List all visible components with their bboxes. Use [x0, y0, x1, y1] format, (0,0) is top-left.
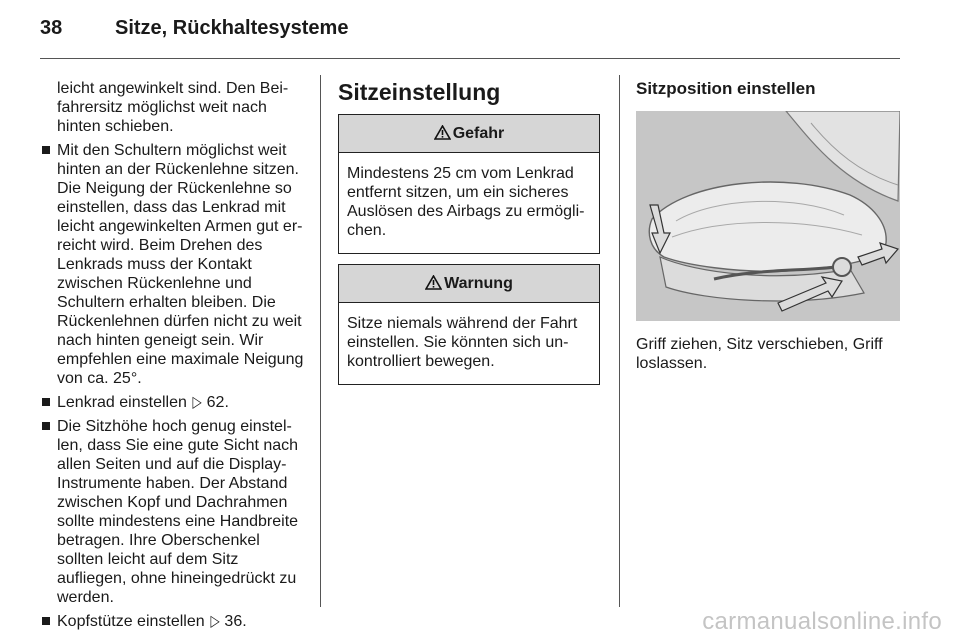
intro-paragraph: leicht angewinkelt sind. Den Beifahrersitz möglichst weit nach hinten schieben. — [57, 80, 289, 135]
page-reference-link[interactable]: 36. — [224, 613, 247, 630]
column-1 — [42, 79, 304, 636]
warning-body: Sitze niemals während der Fahrt einstellen. Sie könnten sich unkontrolliert bewegen. — [347, 315, 578, 370]
seat-adjustment-illustration — [636, 111, 900, 321]
section-heading: Sitzeinstellung — [338, 79, 501, 105]
bullet-icon — [42, 422, 50, 430]
warning-title: Warnung — [444, 275, 513, 292]
bullet-icon — [42, 617, 50, 625]
column-3 — [636, 78, 900, 373]
chapter-title: Sitze, Rückhaltesysteme — [115, 17, 349, 39]
header-rule — [40, 58, 900, 59]
warning-triangle-icon — [434, 117, 451, 154]
list-item: Kopfstütze einstellen ▷ 36. — [42, 612, 304, 631]
column-divider-2 — [619, 75, 620, 607]
column-2 — [338, 78, 602, 395]
bullet-list — [42, 141, 304, 631]
bullet-icon — [42, 146, 50, 154]
bullet-icon — [42, 398, 50, 406]
watermark: carmanualsonline.info — [702, 608, 942, 635]
cross-reference-arrow-icon: ▷ — [210, 613, 220, 630]
warning-box — [338, 264, 600, 385]
list-item: Mit den Schultern möglichst weit hinten an der Rückenlehne sitzen. Die Neigung der Rückenlehne so einstellen, dass das Lenkrad mit leicht angewinkelten Armen gut erreicht wird. Beim Drehen des Lenkrads muss der Kontakt zwischen Rückenlehne und Schultern erhalten bleiben. Die Rückenlehnen dürfen nicht zu weit nach hinten geneigt sein. Wir empfehlen eine maximale Neigung von ca. 25°. — [42, 141, 304, 388]
page-reference-link[interactable]: 62. — [206, 394, 229, 411]
page-number: 38 — [40, 17, 63, 39]
column-divider-1 — [320, 75, 321, 607]
danger-title: Gefahr — [452, 125, 505, 142]
subsection-heading: Sitzposition einstellen — [636, 79, 816, 98]
illustration-caption: Griff ziehen, Sitz verschieben, Griff loslassen. — [636, 336, 883, 372]
list-item: Die Sitzhöhe hoch genug einstellen, dass Sie eine gute Sicht nach allen Seiten und auf die Display-Instrumente haben. Der Abstand zwischen Kopf und Dachrahmen sollte mindestens eine Handbreite betragen. Ihre Oberschenkel sollten leicht auf dem Sitz aufliegen, ohne hineingedrückt zu werden. — [42, 417, 304, 607]
danger-body: Mindestens 25 cm vom Lenkrad entfernt sitzen, um ein sicheres Auslösen des Airbags zu ermöglichen. — [347, 165, 585, 239]
warning-triangle-icon — [425, 267, 442, 304]
cross-reference-arrow-icon: ▷ — [192, 394, 203, 411]
list-item: Lenkrad einstellen ▷ 62. — [42, 393, 304, 412]
danger-box — [338, 114, 600, 254]
page-header — [40, 17, 348, 40]
